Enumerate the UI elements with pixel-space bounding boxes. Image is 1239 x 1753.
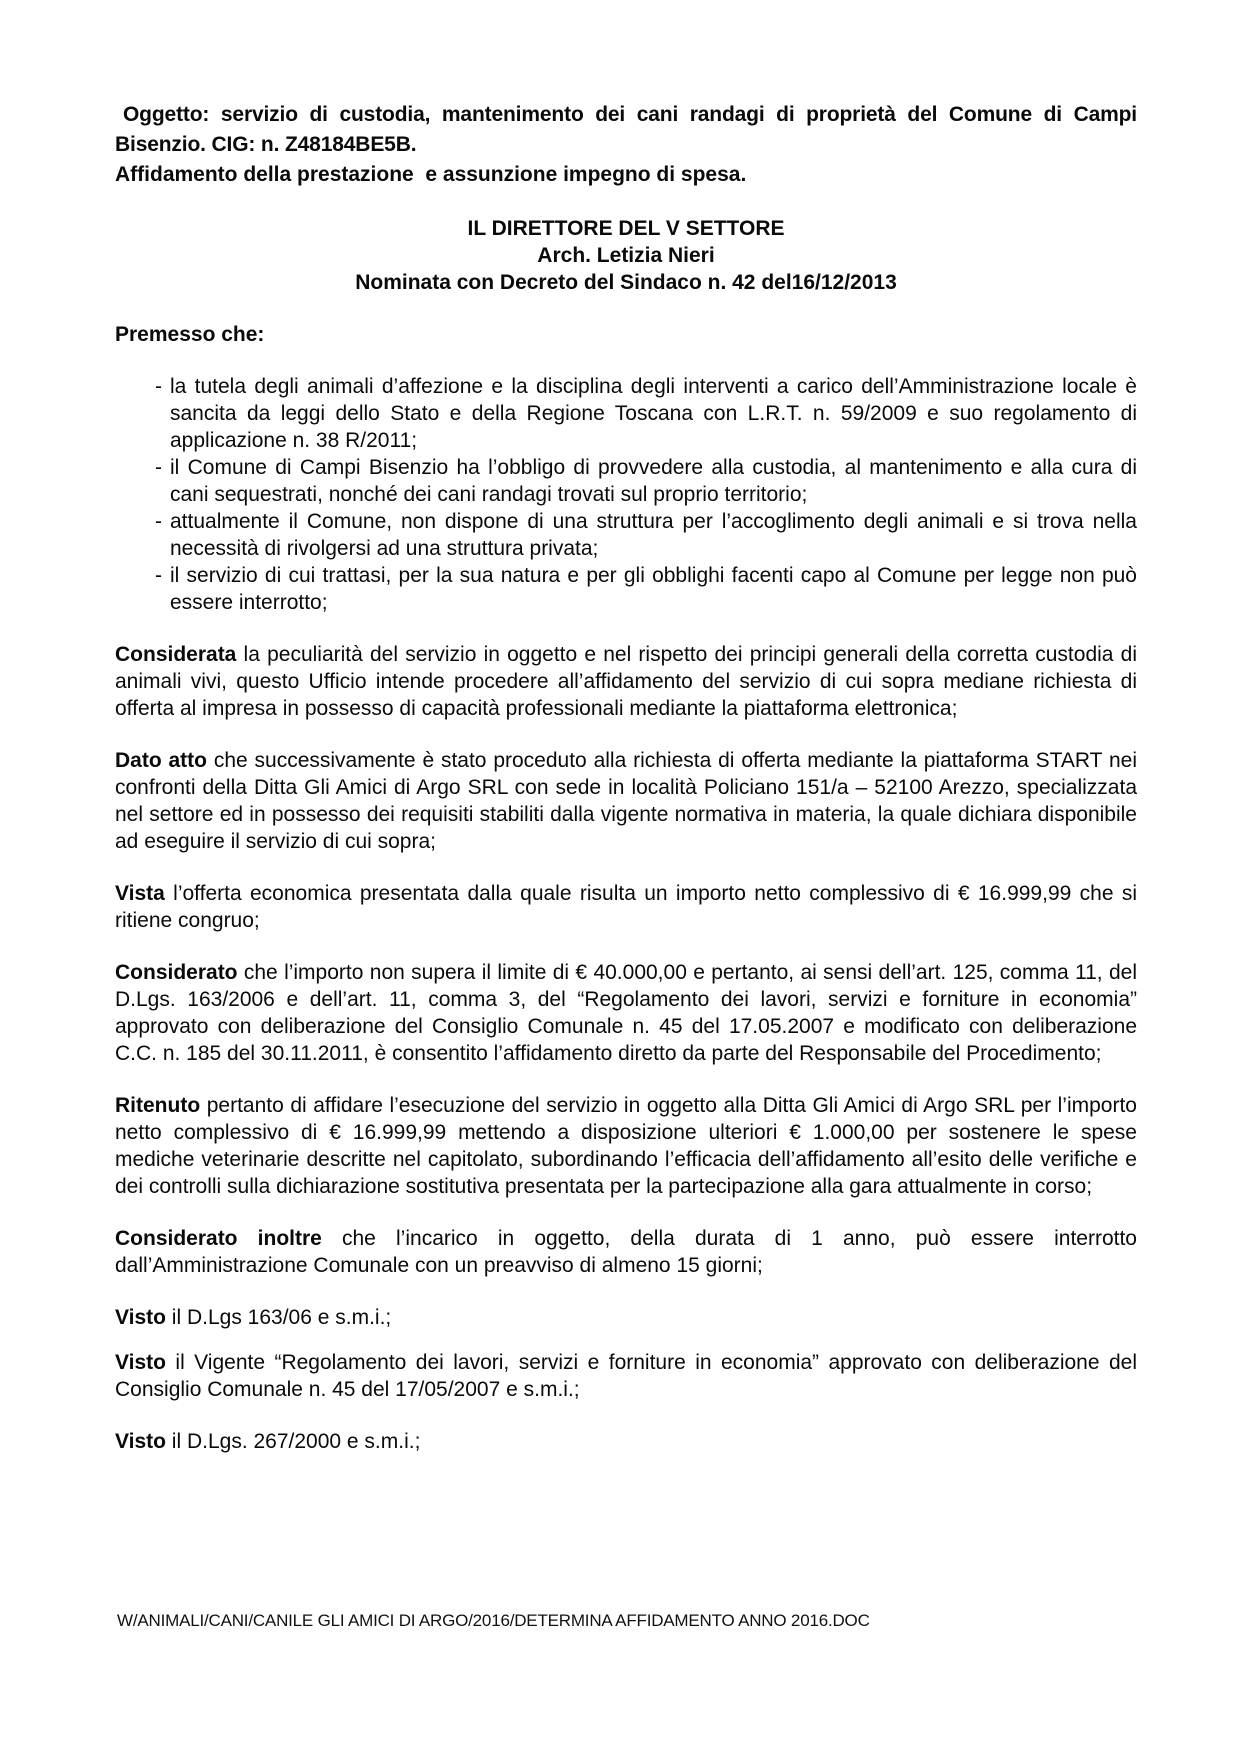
paragraph-lead: Visto [115, 1351, 166, 1374]
paragraph-lead: Considerato [115, 961, 238, 984]
paragraph-considerato-inoltre [115, 1225, 1137, 1279]
paragraph-lead: Visto [115, 1306, 166, 1329]
paragraph-text: che successivamente è stato proceduto alla richiesta di offerta mediante la piattaforma START nei confronti della Ditta Gli Amici di Argo SRL con sede in località Policiano 151/a – 52100 Arezzo, specializzata nel settore ed in possesso dei requisiti stabiliti dalla vigente normativa in materia, la quale dichiara disponibile ad eseguire il servizio di cui sopra; [115, 749, 1137, 853]
premesso-item-1: - la tutela degli animali d’affezione e la disciplina degli interventi a carico dell’Amministrazione locale è sancita da leggi dello Stato e della Regione Toscana con L.R.T. n. 59/2009 e suo regolamento di applicazione n. 38 R/2011; [115, 373, 1137, 454]
paragraph-considerato [115, 959, 1137, 1067]
paragraph-text: che l’importo non supera il limite di € 40.000,00 e pertanto, ai sensi dell’art. 125, comma 11, del D.Lgs. 163/2006 e dell’art. 11, comma 3, del “Regolamento dei lavori, servizi e forniture in economia” approvato con deliberazione del Consiglio Comunale n. 45 del 17.05.2007 e modificato con deliberazione C.C. n. 185 del 30.11.2011, è consentito l’affidamento diretto da parte del Responsabile del Procedimento; [115, 961, 1137, 1065]
paragraph-text: il Vigente “Regolamento dei lavori, servizi e forniture in economia” approvato con deliberazione del Consiglio Comunale n. 45 del 17/05/2007 e s.m.i.; [115, 1351, 1137, 1401]
paragraph-lead: Dato atto [115, 749, 207, 772]
premesso-label: Premesso che: [115, 323, 265, 346]
paragraph-considerata [115, 641, 1137, 722]
footer-file-path: W/ANIMALI/CANI/CANILE GLI AMICI DI ARGO/2016/DETERMINA AFFIDAMENTO ANNO 2016.DOC [117, 1611, 870, 1630]
paragraph-lead: Visto [115, 1430, 166, 1453]
paragraph-text: la peculiarità del servizio in oggetto e nel rispetto dei principi generali della corretta custodia di animali vivi, questo Ufficio intende procedere all’affidamento del servizio di cui sopra mediane richiesta di offerta al impresa in possesso di capacità professionali mediante la piattaforma elettronica; [115, 643, 1137, 720]
paragraph-visto-dlgs-163 [115, 1304, 1137, 1331]
premesso-item-2: - il Comune di Campi Bisenzio ha l’obbligo di provvedere alla custodia, al mantenimento e alla cura di cani sequestrati, nonché dei cani randagi trovati sul proprio territorio; [115, 454, 1137, 508]
premesso-item-4: - il servizio di cui trattasi, per la sua natura e per gli obblighi facenti capo al Comune per legge non può essere interrotto; [115, 562, 1137, 616]
premesso-item-3: - attualmente il Comune, non dispone di una struttura per l’accoglimento degli animali e si trova nella necessità di rivolgersi ad una struttura privata; [115, 508, 1137, 562]
paragraph-lead: Ritenuto [115, 1094, 201, 1117]
director-header [115, 215, 1137, 296]
document-content [115, 100, 1137, 1455]
paragraph-visto-dlgs-267 [115, 1428, 1137, 1455]
paragraph-ritenuto [115, 1092, 1137, 1200]
paragraph-vista-offerta [115, 880, 1137, 934]
paragraph-lead: Considerata [115, 643, 237, 666]
paragraph-dato-atto [115, 747, 1137, 855]
director-appointment: Nominata con Decreto del Sindaco n. 42 del16/12/2013 [355, 271, 897, 294]
subject-line-affidamento: Affidamento della prestazione e assunzione impegno di spesa. [115, 163, 747, 186]
paragraph-text: che l’incarico in oggetto, della durata di 1 anno, può essere interrotto dall’Amministrazione Comunale con un preavviso di almeno 15 giorni; [115, 1227, 1137, 1277]
paragraph-visto-regolamento [115, 1349, 1137, 1403]
subject-line-oggetto: Oggetto: servizio di custodia, mantenimento dei cani randagi di proprietà del Comune di Campi Bisenzio. CIG: n. Z48184BE5B. [115, 103, 1137, 156]
paragraph-lead: Considerato inoltre [115, 1227, 322, 1250]
paragraph-text: l’offerta economica presentata dalla quale risulta un importo netto complessivo di € 16.999,99 che si ritiene congruo; [115, 882, 1137, 932]
paragraph-text: il D.Lgs 163/06 e s.m.i.; [165, 1306, 392, 1329]
premesso-list [115, 373, 1137, 616]
paragraph-lead: Vista [115, 882, 165, 905]
director-name: Arch. Letizia Nieri [537, 244, 715, 267]
paragraph-text: pertanto di affidare l’esecuzione del servizio in oggetto alla Ditta Gli Amici di Argo SRL per l’importo netto complessivo di € 16.999,99 mettendo a disposizione ulteriori € 1.000,00 per sostenere le spese mediche veterinarie descritte nel capitolato, subordinando l’efficacia dell’affidamento all’esito delle verifiche e dei controlli sulla dichiarazione sostitutiva presentata per la partecipazione alla gara attualmente in corso; [115, 1094, 1137, 1198]
director-title: IL DIRETTORE DEL V SETTORE [467, 217, 785, 240]
paragraph-text: il D.Lgs. 267/2000 e s.m.i.; [165, 1430, 421, 1453]
